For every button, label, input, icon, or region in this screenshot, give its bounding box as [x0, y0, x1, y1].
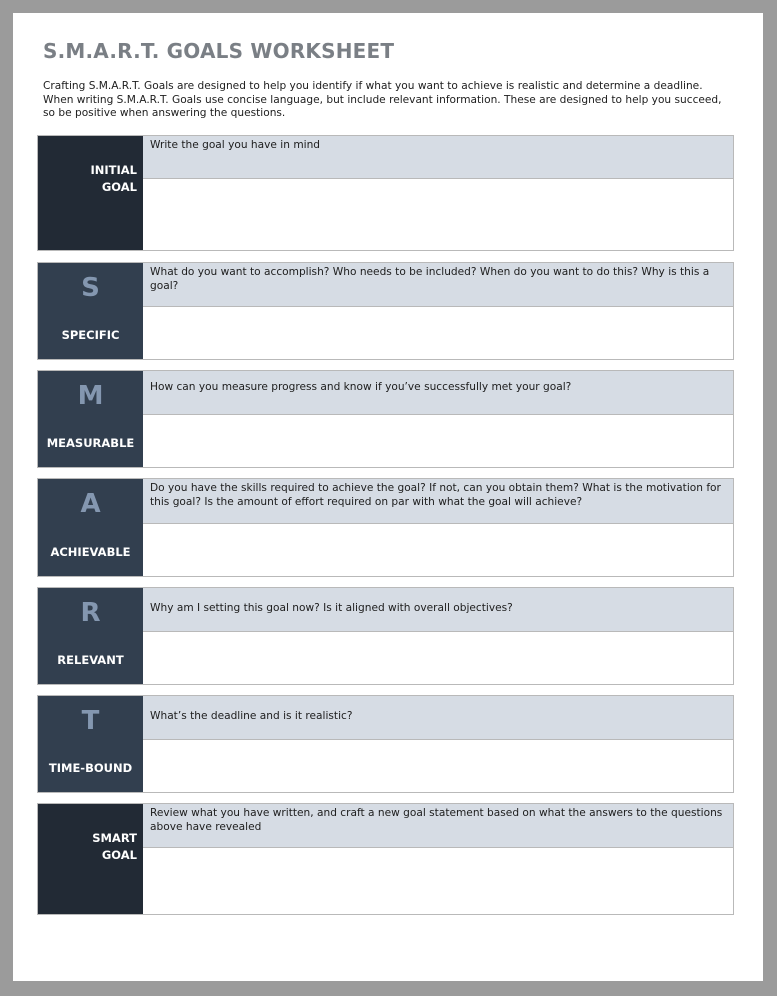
specific-letter: S — [81, 273, 100, 303]
smart-goal-label-line2: GOAL — [101, 848, 137, 862]
page-title: S.M.A.R.T. GOALS WORKSHEET — [43, 39, 395, 63]
time-bound-section — [37, 695, 734, 793]
initial-goal-label — [42, 162, 137, 196]
smart-goal-label-line1: SMART — [92, 831, 137, 845]
achievable-section — [37, 478, 734, 577]
measurable-section — [37, 370, 734, 468]
specific-section — [37, 262, 734, 360]
time-bound-label: TIME-BOUND — [48, 761, 133, 775]
achievable-prompt: Do you have the skills required to achieve the goal? If not, can you obtain them? What is the motivation for this goal? Is the amount of effort required on par with what the goal will achieve? — [143, 479, 733, 524]
initial-goal-section — [37, 135, 734, 251]
initial-goal-label-line2: GOAL — [101, 180, 137, 194]
time-bound-prompt: What’s the deadline and is it realistic? — [143, 696, 733, 740]
specific-label-panel — [38, 263, 143, 359]
initial-goal-label-panel — [38, 136, 143, 250]
relevant-prompt: Why am I setting this goal now? Is it aligned with overall objectives? — [143, 588, 733, 632]
smart-goal-prompt: Review what you have written, and craft a new goal statement based on what the answers to the questions above have revealed — [143, 804, 733, 848]
time-bound-label-panel — [38, 696, 143, 792]
initial-goal-label-line1: INITIAL — [90, 163, 137, 177]
initial-goal-prompt: Write the goal you have in mind — [143, 136, 733, 179]
intro-text: Crafting S.M.A.R.T. Goals are designed to help you identify if what you want to achieve is realistic and determine a deadline. When writing S.M.A.R.T. Goals use concise language, but include relevant information. These are designed to help you succeed, so be positive when answering the questions. — [43, 80, 722, 119]
achievable-label-panel — [38, 479, 143, 576]
measurable-label-panel — [38, 371, 143, 467]
smart-goal-section — [37, 803, 734, 915]
initial-goal-answer-field[interactable] — [143, 179, 733, 250]
measurable-label: MEASURABLE — [46, 436, 135, 450]
achievable-label: ACHIEVABLE — [50, 545, 131, 559]
measurable-letter: M — [77, 381, 104, 411]
time-bound-answer-field[interactable] — [143, 740, 733, 792]
smart-goal-label — [42, 830, 137, 864]
smart-goal-label-panel — [38, 804, 143, 914]
worksheet-page — [13, 13, 763, 981]
relevant-label-panel — [38, 588, 143, 684]
relevant-section — [37, 587, 734, 685]
achievable-answer-field[interactable] — [143, 524, 733, 576]
specific-answer-field[interactable] — [143, 307, 733, 359]
measurable-answer-field[interactable] — [143, 415, 733, 467]
time-bound-letter: T — [81, 706, 100, 736]
measurable-prompt: How can you measure progress and know if you’ve successfully met your goal? — [143, 371, 733, 415]
achievable-letter: A — [80, 489, 101, 519]
specific-prompt: What do you want to accomplish? Who needs to be included? When do you want to do this? Why is this a goal? — [143, 263, 733, 307]
smart-goal-answer-field[interactable] — [143, 848, 733, 914]
relevant-answer-field[interactable] — [143, 632, 733, 684]
specific-label: SPECIFIC — [61, 328, 120, 342]
relevant-label: RELEVANT — [57, 653, 124, 667]
relevant-letter: R — [80, 598, 101, 628]
